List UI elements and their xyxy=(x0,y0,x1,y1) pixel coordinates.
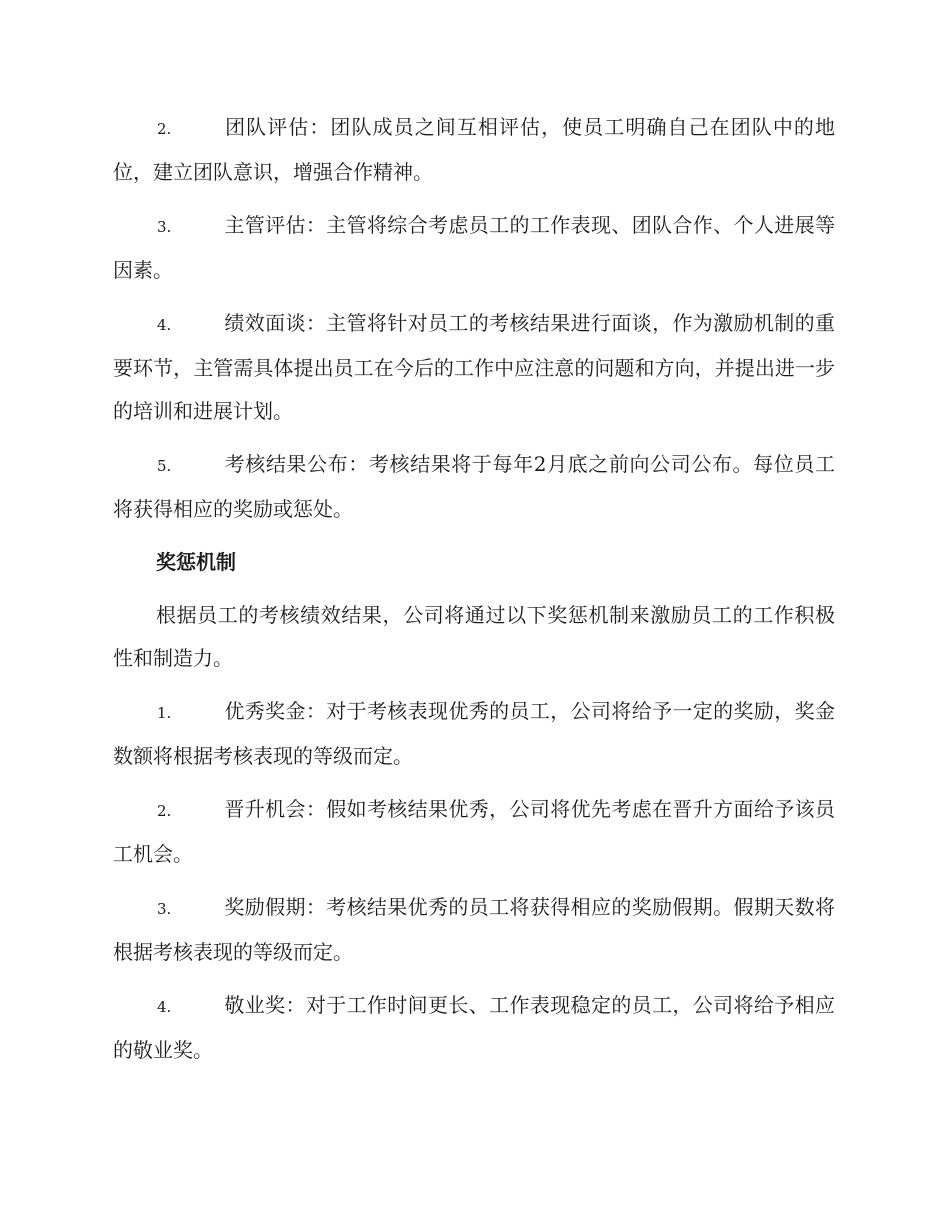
document-body xyxy=(113,106,835,1082)
list-text: 晋升机会：假如考核结果优秀，公司将优先考虑在晋升方面给予该员工机会。 xyxy=(113,797,835,866)
list-text: 奖励假期：考核结果优秀的员工将获得相应的奖励假期。假期天数将根据考核表现的等级而定。 xyxy=(113,895,835,964)
list-text: 考核结果公布：考核结果将于每年2月底之前向公司公布。每位员工将获得相应的奖励或惩处。 xyxy=(113,452,835,521)
list-text: 优秀奖金：对于考核表现优秀的员工，公司将给予一定的奖励，奖金数额将根据考核表现的等级而定。 xyxy=(113,699,835,768)
list-number: 2. xyxy=(157,802,172,820)
list-number: 5. xyxy=(157,457,172,475)
list-number: 4. xyxy=(157,316,172,334)
list-item xyxy=(113,788,835,876)
list-text: 敬业奖：对于工作时间更长、工作表现稳定的员工，公司将给予相应的敬业奖。 xyxy=(113,993,835,1062)
list-item xyxy=(113,106,835,194)
list-item xyxy=(113,886,835,974)
list-number: 3. xyxy=(157,900,172,918)
list-number: 2. xyxy=(157,120,172,138)
list-text: 主管评估：主管将综合考虑员工的工作表现、团队合作、个人进展等因素。 xyxy=(113,213,835,282)
list-number: 1. xyxy=(157,704,172,722)
list-number: 3. xyxy=(157,218,172,236)
section-intro: 根据员工的考核绩效结果，公司将通过以下奖惩机制来激励员工的工作积极性和制造力。 xyxy=(113,603,835,670)
section-heading: 奖惩机制 xyxy=(156,550,236,574)
list-number: 4. xyxy=(157,998,172,1016)
list-item xyxy=(113,204,835,292)
list-item xyxy=(113,302,835,433)
list-item xyxy=(113,984,835,1072)
list-item xyxy=(113,443,835,531)
list-text: 绩效面谈：主管将针对员工的考核结果进行面谈，作为激励机制的重要环节，主管需具体提出员工在今后的工作中应注意的问题和方向，并提出进一步的培训和进展计划。 xyxy=(113,311,835,423)
list-item xyxy=(113,690,835,778)
list-text: 团队评估：团队成员之间互相评估，使员工明确自己在团队中的地位，建立团队意识，增强合作精神。 xyxy=(113,115,835,184)
